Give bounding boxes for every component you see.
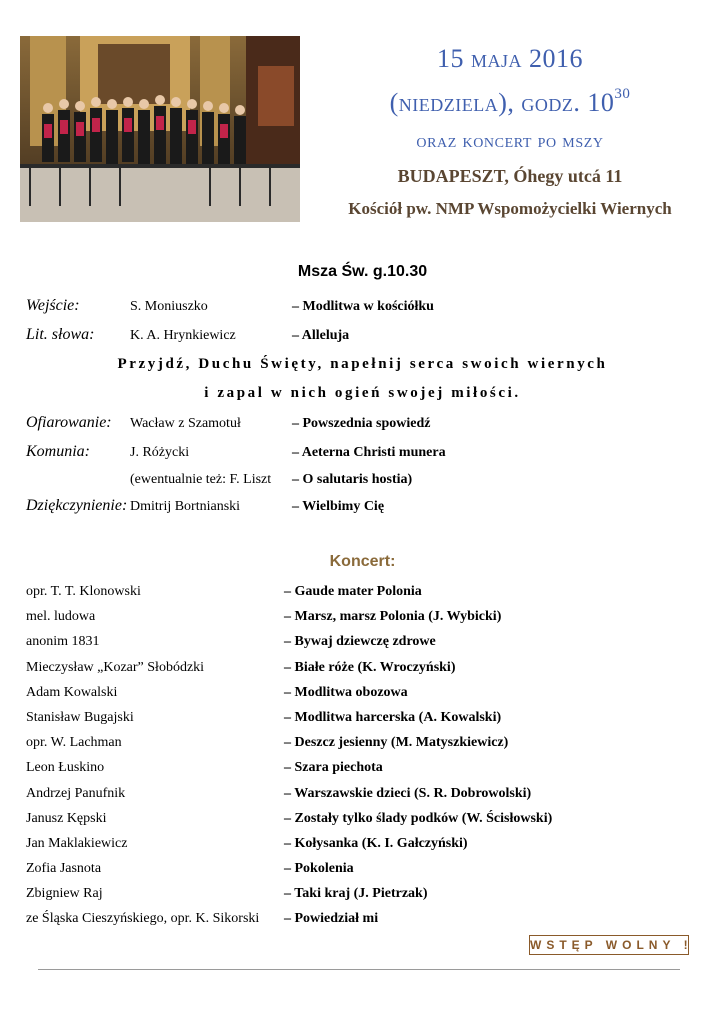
choir-photo-illustration	[20, 36, 300, 222]
list-item	[0, 909, 725, 934]
concert-program	[0, 582, 725, 935]
antiphon-line-1: Przyjdź, Duchu Święty, napełnij serca swoich wiernych	[117, 356, 608, 372]
concert-composer: Zofia Jasnota	[26, 861, 102, 877]
mass-work: – Alleluja	[292, 328, 350, 343]
concert-work: – Białe róże (K. Wroczyński)	[284, 659, 456, 675]
mass-work: – Modlitwa w kościółku	[292, 299, 434, 314]
mass-part: Komunia:	[26, 443, 90, 460]
concert-work: – Bywaj dziewczę zdrowe	[284, 634, 436, 650]
concert-work: – Szara piechota	[284, 760, 383, 776]
concert-work: – Marsz, marsz Polonia (J. Wybicki)	[284, 609, 502, 625]
mass-work: – Powszednia spowiedź	[292, 416, 431, 431]
concert-composer: Zbigniew Raj	[26, 886, 103, 902]
event-time-superscript: 30	[614, 86, 631, 102]
mass-part: Dziękczynienie:	[26, 497, 128, 514]
mass-composer: (ewentualnie też: F. Liszt	[130, 472, 272, 487]
list-item	[0, 884, 725, 909]
concert-composer: Stanisław Bugajski	[26, 709, 134, 725]
mass-composer: Wacław z Szamotuł	[130, 416, 241, 431]
concert-composer: opr. W. Lachman	[26, 735, 122, 751]
list-item	[0, 632, 725, 657]
list-item	[0, 784, 725, 809]
list-item	[0, 607, 725, 632]
concert-composer: Janusz Kępski	[26, 810, 107, 826]
concert-title: Koncert:	[329, 553, 396, 570]
mass-work: – O salutaris hostia)	[292, 472, 413, 487]
concert-work: – Warszawskie dzieci (S. R. Dobrowolski)	[284, 785, 532, 801]
mass-composer: Dmitrij Bortnianski	[130, 499, 241, 514]
concert-composer: ze Śląska Cieszyńskiego, opr. K. Sikorski	[26, 911, 260, 927]
list-item	[0, 658, 725, 683]
mass-part: Ofiarowanie:	[26, 414, 112, 431]
concert-composer: Jan Maklakiewicz	[26, 835, 128, 851]
mass-composer: K. A. Hrynkiewicz	[130, 328, 236, 343]
choir-photo	[20, 36, 300, 222]
mass-work: – Wielbimy Cię	[292, 499, 385, 514]
concert-work: – Modlitwa obozowa	[284, 684, 408, 700]
concert-composer: Andrzej Panufnik	[26, 785, 126, 801]
concert-note: oraz koncert po mszy	[416, 130, 604, 152]
list-item	[0, 683, 725, 708]
concert-work: – Kołysanka (K. I. Gałczyński)	[284, 835, 468, 851]
mass-composer: J. Różycki	[130, 445, 190, 460]
event-day-time	[305, 86, 715, 118]
list-item	[0, 758, 725, 783]
list-item	[0, 708, 725, 733]
mass-part: Lit. słowa:	[26, 326, 95, 343]
mass-title: Msza Św. g.10.30	[297, 263, 428, 280]
concert-composer: mel. ludowa	[26, 609, 96, 625]
free-admission-badge: WSTĘP WOLNY !	[529, 935, 689, 955]
concert-work: – Deszcz jesienny (M. Matyszkiewicz)	[284, 735, 509, 751]
concert-work: – Powiedział mi	[284, 911, 379, 927]
concert-composer: Mieczysław „Kozar” Słobódzki	[26, 659, 205, 675]
concert-work: – Pokolenia	[284, 861, 354, 877]
concert-work: – Modlitwa harcerska (A. Kowalski)	[284, 709, 502, 725]
concert-composer: Leon Łuskino	[26, 760, 105, 776]
church-name: Kościół pw. NMP Wspomożycielki Wiernych	[348, 199, 672, 218]
list-item	[0, 733, 725, 758]
event-date: 15 maja 2016	[436, 44, 583, 73]
concert-composer: opr. T. T. Klonowski	[26, 584, 141, 599]
list-item	[0, 834, 725, 859]
list-item	[0, 809, 725, 834]
mass-part: Wejście:	[26, 297, 80, 314]
footer-divider	[38, 969, 680, 970]
concert-work: – Gaude mater Polonia	[284, 584, 422, 599]
concert-work: – Taki kraj (J. Pietrzak)	[284, 886, 428, 902]
list-item	[0, 582, 725, 607]
antiphon-line-2: i zapal w nich ogień swojej miłości.	[204, 385, 521, 401]
concert-composer: anonim 1831	[26, 634, 100, 650]
list-item	[0, 859, 725, 884]
concert-work: – Zostały tylko ślady podków (W. Ścisłowski)	[284, 810, 553, 826]
event-day-time-text: (niedziela), godz. 10	[389, 88, 615, 117]
mass-composer: S. Moniuszko	[130, 299, 208, 314]
concert-composer: Adam Kowalski	[26, 684, 118, 700]
mass-work: – Aeterna Christi munera	[292, 445, 446, 460]
event-address: BUDAPESZT, Óhegy utcá 11	[397, 166, 623, 186]
